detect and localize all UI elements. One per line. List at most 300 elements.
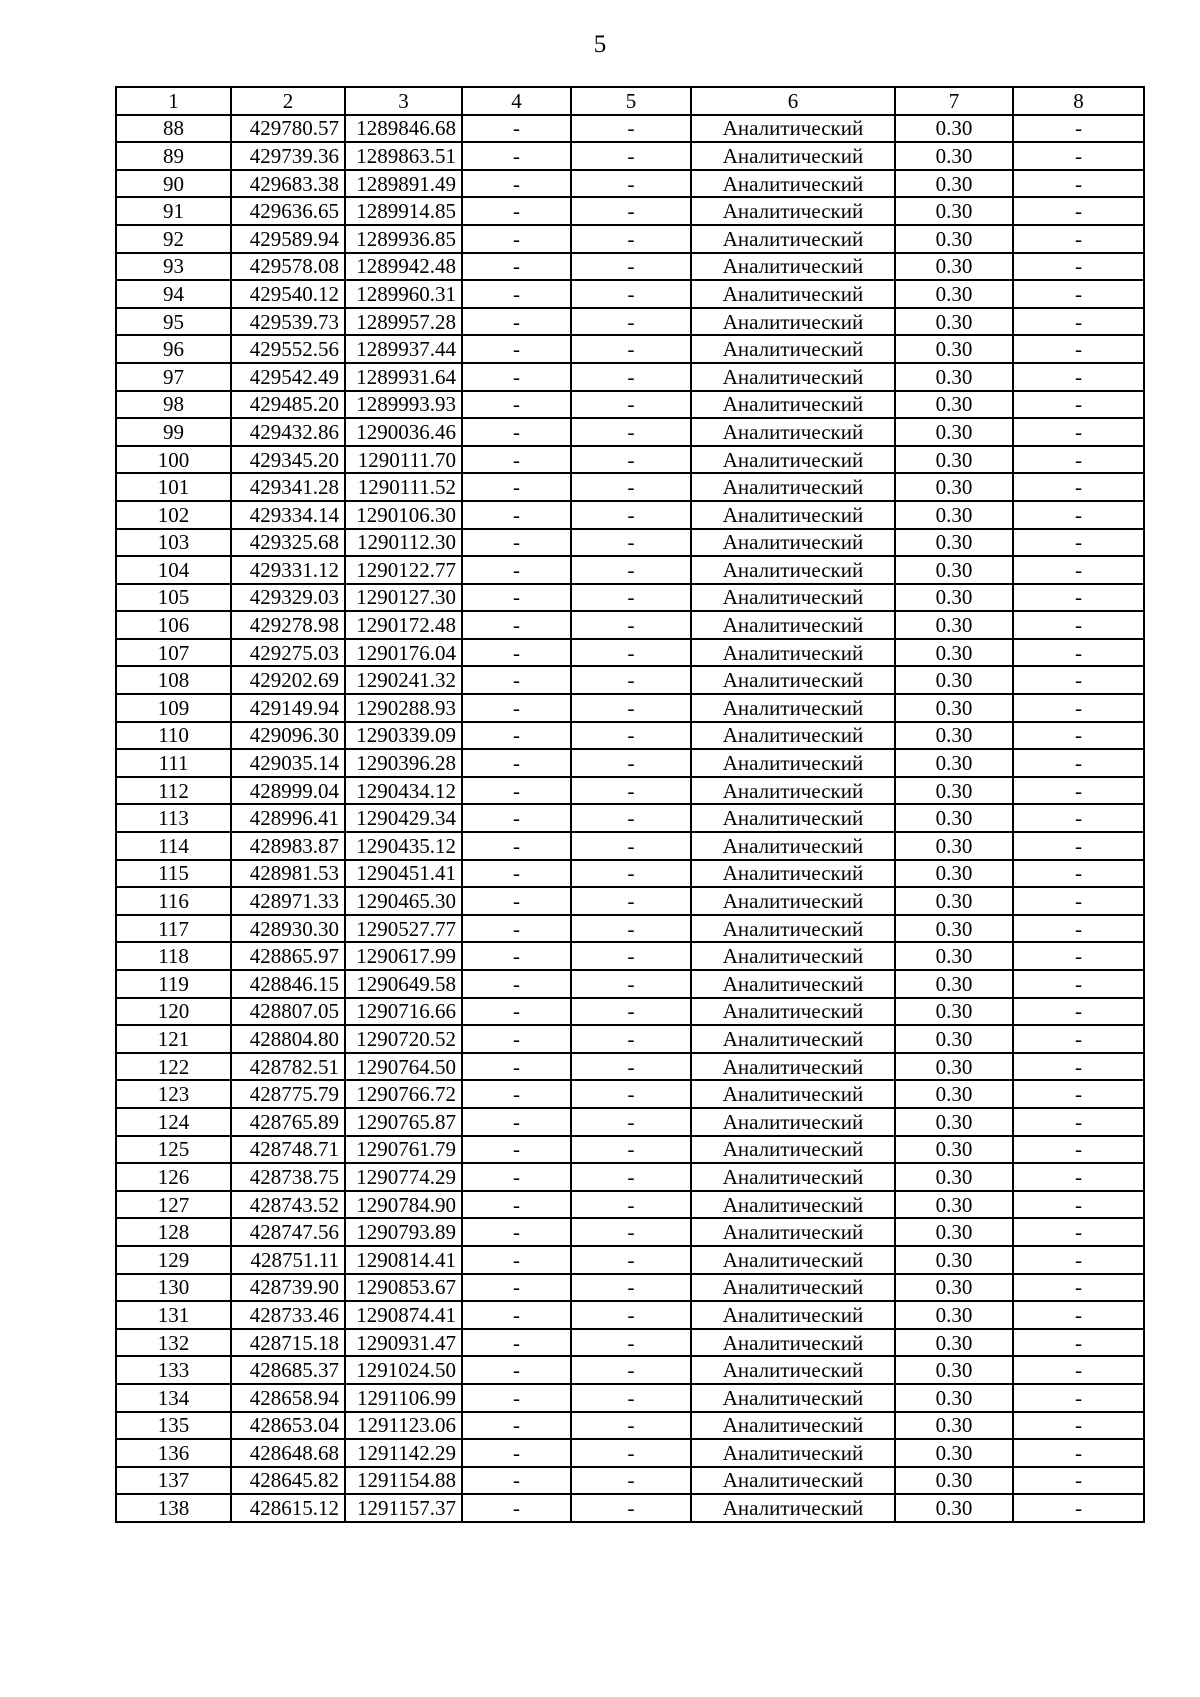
table-row bbox=[116, 391, 1144, 419]
x-coordinate-cell: 428981.53 bbox=[231, 860, 345, 888]
table-row bbox=[116, 308, 1144, 336]
col-4-cell: - bbox=[462, 970, 571, 998]
method-cell: Аналитический bbox=[691, 1163, 895, 1191]
method-cell: Аналитический bbox=[691, 1439, 895, 1467]
col-5-cell: - bbox=[571, 970, 691, 998]
accuracy-cell: 0.30 bbox=[895, 197, 1013, 225]
col-8-cell: - bbox=[1013, 860, 1144, 888]
col-5-cell: - bbox=[571, 115, 691, 143]
col-4-cell: - bbox=[462, 1301, 571, 1329]
table-row bbox=[116, 942, 1144, 970]
method-cell: Аналитический bbox=[691, 1356, 895, 1384]
method-cell: Аналитический bbox=[691, 777, 895, 805]
y-coordinate-cell: 1290111.70 bbox=[345, 446, 462, 474]
x-coordinate-cell: 428743.52 bbox=[231, 1191, 345, 1219]
col-4-cell: - bbox=[462, 804, 571, 832]
col-8-cell: - bbox=[1013, 335, 1144, 363]
x-coordinate-cell: 429683.38 bbox=[231, 170, 345, 198]
col-8-cell: - bbox=[1013, 1301, 1144, 1329]
col-8-cell: - bbox=[1013, 1494, 1144, 1522]
x-coordinate-cell: 429542.49 bbox=[231, 363, 345, 391]
point-number-cell: 136 bbox=[116, 1439, 231, 1467]
col-8-cell: - bbox=[1013, 418, 1144, 446]
col-8-cell: - bbox=[1013, 1025, 1144, 1053]
table-row bbox=[116, 694, 1144, 722]
table-row bbox=[116, 1080, 1144, 1108]
point-number-cell: 137 bbox=[116, 1467, 231, 1495]
x-coordinate-cell: 428685.37 bbox=[231, 1356, 345, 1384]
x-coordinate-cell: 429329.03 bbox=[231, 584, 345, 612]
method-cell: Аналитический bbox=[691, 1274, 895, 1302]
point-number-cell: 129 bbox=[116, 1246, 231, 1274]
col-4-cell: - bbox=[462, 584, 571, 612]
accuracy-cell: 0.30 bbox=[895, 280, 1013, 308]
accuracy-cell: 0.30 bbox=[895, 942, 1013, 970]
col-8-cell: - bbox=[1013, 1329, 1144, 1357]
col-4-cell: - bbox=[462, 1108, 571, 1136]
point-number-cell: 113 bbox=[116, 804, 231, 832]
method-cell: Аналитический bbox=[691, 722, 895, 750]
x-coordinate-cell: 429540.12 bbox=[231, 280, 345, 308]
point-number-cell: 135 bbox=[116, 1412, 231, 1440]
method-cell: Аналитический bbox=[691, 666, 895, 694]
y-coordinate-cell: 1290764.50 bbox=[345, 1053, 462, 1081]
accuracy-cell: 0.30 bbox=[895, 584, 1013, 612]
table-row bbox=[116, 170, 1144, 198]
point-number-cell: 99 bbox=[116, 418, 231, 446]
x-coordinate-cell: 428645.82 bbox=[231, 1467, 345, 1495]
col-8-cell: - bbox=[1013, 308, 1144, 336]
accuracy-cell: 0.30 bbox=[895, 446, 1013, 474]
table-row bbox=[116, 1356, 1144, 1384]
accuracy-cell: 0.30 bbox=[895, 998, 1013, 1026]
table-row bbox=[116, 280, 1144, 308]
table-row bbox=[116, 970, 1144, 998]
accuracy-cell: 0.30 bbox=[895, 225, 1013, 253]
col-5-cell: - bbox=[571, 1356, 691, 1384]
col-4-cell: - bbox=[462, 942, 571, 970]
x-coordinate-cell: 428765.89 bbox=[231, 1108, 345, 1136]
method-cell: Аналитический bbox=[691, 473, 895, 501]
accuracy-cell: 0.30 bbox=[895, 1191, 1013, 1219]
accuracy-cell: 0.30 bbox=[895, 501, 1013, 529]
col-8-cell: - bbox=[1013, 832, 1144, 860]
accuracy-cell: 0.30 bbox=[895, 418, 1013, 446]
point-number-cell: 102 bbox=[116, 501, 231, 529]
table-row bbox=[116, 363, 1144, 391]
x-coordinate-cell: 429149.94 bbox=[231, 694, 345, 722]
x-coordinate-cell: 429035.14 bbox=[231, 749, 345, 777]
column-header-8: 8 bbox=[1013, 87, 1144, 115]
table-row bbox=[116, 1053, 1144, 1081]
method-cell: Аналитический bbox=[691, 556, 895, 584]
col-8-cell: - bbox=[1013, 1246, 1144, 1274]
point-number-cell: 125 bbox=[116, 1136, 231, 1164]
x-coordinate-cell: 429552.56 bbox=[231, 335, 345, 363]
accuracy-cell: 0.30 bbox=[895, 115, 1013, 143]
col-5-cell: - bbox=[571, 1412, 691, 1440]
method-cell: Аналитический bbox=[691, 942, 895, 970]
y-coordinate-cell: 1290434.12 bbox=[345, 777, 462, 805]
x-coordinate-cell: 428658.94 bbox=[231, 1384, 345, 1412]
accuracy-cell: 0.30 bbox=[895, 142, 1013, 170]
point-number-cell: 111 bbox=[116, 749, 231, 777]
col-5-cell: - bbox=[571, 1163, 691, 1191]
point-number-cell: 107 bbox=[116, 639, 231, 667]
col-8-cell: - bbox=[1013, 1053, 1144, 1081]
col-8-cell: - bbox=[1013, 887, 1144, 915]
col-4-cell: - bbox=[462, 832, 571, 860]
col-4-cell: - bbox=[462, 611, 571, 639]
method-cell: Аналитический bbox=[691, 1412, 895, 1440]
x-coordinate-cell: 428733.46 bbox=[231, 1301, 345, 1329]
method-cell: Аналитический bbox=[691, 611, 895, 639]
y-coordinate-cell: 1289942.48 bbox=[345, 253, 462, 281]
point-number-cell: 96 bbox=[116, 335, 231, 363]
y-coordinate-cell: 1290172.48 bbox=[345, 611, 462, 639]
col-4-cell: - bbox=[462, 308, 571, 336]
col-4-cell: - bbox=[462, 1329, 571, 1357]
col-8-cell: - bbox=[1013, 1384, 1144, 1412]
accuracy-cell: 0.30 bbox=[895, 1136, 1013, 1164]
table-row bbox=[116, 777, 1144, 805]
method-cell: Аналитический bbox=[691, 529, 895, 557]
col-5-cell: - bbox=[571, 253, 691, 281]
col-4-cell: - bbox=[462, 363, 571, 391]
col-5-cell: - bbox=[571, 1218, 691, 1246]
point-number-cell: 108 bbox=[116, 666, 231, 694]
point-number-cell: 127 bbox=[116, 1191, 231, 1219]
col-4-cell: - bbox=[462, 1412, 571, 1440]
col-8-cell: - bbox=[1013, 1163, 1144, 1191]
point-number-cell: 104 bbox=[116, 556, 231, 584]
point-number-cell: 110 bbox=[116, 722, 231, 750]
table-row bbox=[116, 639, 1144, 667]
x-coordinate-cell: 428748.71 bbox=[231, 1136, 345, 1164]
y-coordinate-cell: 1290527.77 bbox=[345, 915, 462, 943]
column-header-4: 4 bbox=[462, 87, 571, 115]
table-row bbox=[116, 1163, 1144, 1191]
y-coordinate-cell: 1290793.89 bbox=[345, 1218, 462, 1246]
y-coordinate-cell: 1290766.72 bbox=[345, 1080, 462, 1108]
point-number-cell: 124 bbox=[116, 1108, 231, 1136]
point-number-cell: 95 bbox=[116, 308, 231, 336]
table-row bbox=[116, 1412, 1144, 1440]
accuracy-cell: 0.30 bbox=[895, 722, 1013, 750]
table-row bbox=[116, 749, 1144, 777]
table-row bbox=[116, 142, 1144, 170]
table-row bbox=[116, 666, 1144, 694]
accuracy-cell: 0.30 bbox=[895, 804, 1013, 832]
y-coordinate-cell: 1290176.04 bbox=[345, 639, 462, 667]
col-4-cell: - bbox=[462, 1163, 571, 1191]
col-8-cell: - bbox=[1013, 1439, 1144, 1467]
table-header-row bbox=[116, 87, 1144, 115]
x-coordinate-cell: 429539.73 bbox=[231, 308, 345, 336]
y-coordinate-cell: 1290036.46 bbox=[345, 418, 462, 446]
method-cell: Аналитический bbox=[691, 501, 895, 529]
x-coordinate-cell: 428738.75 bbox=[231, 1163, 345, 1191]
y-coordinate-cell: 1290765.87 bbox=[345, 1108, 462, 1136]
table-row bbox=[116, 197, 1144, 225]
point-number-cell: 93 bbox=[116, 253, 231, 281]
accuracy-cell: 0.30 bbox=[895, 694, 1013, 722]
y-coordinate-cell: 1289846.68 bbox=[345, 115, 462, 143]
method-cell: Аналитический bbox=[691, 915, 895, 943]
y-coordinate-cell: 1289891.49 bbox=[345, 170, 462, 198]
col-8-cell: - bbox=[1013, 1080, 1144, 1108]
col-5-cell: - bbox=[571, 446, 691, 474]
method-cell: Аналитический bbox=[691, 584, 895, 612]
accuracy-cell: 0.30 bbox=[895, 887, 1013, 915]
point-number-cell: 133 bbox=[116, 1356, 231, 1384]
point-number-cell: 106 bbox=[116, 611, 231, 639]
method-cell: Аналитический bbox=[691, 280, 895, 308]
method-cell: Аналитический bbox=[691, 1384, 895, 1412]
y-coordinate-cell: 1290874.41 bbox=[345, 1301, 462, 1329]
accuracy-cell: 0.30 bbox=[895, 1384, 1013, 1412]
point-number-cell: 123 bbox=[116, 1080, 231, 1108]
col-4-cell: - bbox=[462, 529, 571, 557]
col-4-cell: - bbox=[462, 1494, 571, 1522]
col-4-cell: - bbox=[462, 1136, 571, 1164]
table-body bbox=[116, 115, 1144, 1522]
col-5-cell: - bbox=[571, 1301, 691, 1329]
table-row bbox=[116, 1494, 1144, 1522]
x-coordinate-cell: 429096.30 bbox=[231, 722, 345, 750]
col-4-cell: - bbox=[462, 1356, 571, 1384]
method-cell: Аналитический bbox=[691, 749, 895, 777]
col-8-cell: - bbox=[1013, 115, 1144, 143]
x-coordinate-cell: 429780.57 bbox=[231, 115, 345, 143]
x-coordinate-cell: 428996.41 bbox=[231, 804, 345, 832]
accuracy-cell: 0.30 bbox=[895, 915, 1013, 943]
col-4-cell: - bbox=[462, 1080, 571, 1108]
accuracy-cell: 0.30 bbox=[895, 639, 1013, 667]
col-4-cell: - bbox=[462, 998, 571, 1026]
col-8-cell: - bbox=[1013, 777, 1144, 805]
x-coordinate-cell: 429278.98 bbox=[231, 611, 345, 639]
accuracy-cell: 0.30 bbox=[895, 611, 1013, 639]
y-coordinate-cell: 1291157.37 bbox=[345, 1494, 462, 1522]
method-cell: Аналитический bbox=[691, 860, 895, 888]
table-row bbox=[116, 225, 1144, 253]
y-coordinate-cell: 1290396.28 bbox=[345, 749, 462, 777]
col-4-cell: - bbox=[462, 335, 571, 363]
table-row bbox=[116, 446, 1144, 474]
col-5-cell: - bbox=[571, 1384, 691, 1412]
method-cell: Аналитический bbox=[691, 1053, 895, 1081]
method-cell: Аналитический bbox=[691, 170, 895, 198]
col-4-cell: - bbox=[462, 170, 571, 198]
x-coordinate-cell: 429334.14 bbox=[231, 501, 345, 529]
point-number-cell: 92 bbox=[116, 225, 231, 253]
table-row bbox=[116, 1301, 1144, 1329]
y-coordinate-cell: 1290853.67 bbox=[345, 1274, 462, 1302]
col-5-cell: - bbox=[571, 887, 691, 915]
method-cell: Аналитический bbox=[691, 363, 895, 391]
table-row bbox=[116, 1329, 1144, 1357]
y-coordinate-cell: 1291142.29 bbox=[345, 1439, 462, 1467]
point-number-cell: 131 bbox=[116, 1301, 231, 1329]
table-row bbox=[116, 556, 1144, 584]
col-5-cell: - bbox=[571, 418, 691, 446]
x-coordinate-cell: 429636.65 bbox=[231, 197, 345, 225]
y-coordinate-cell: 1291106.99 bbox=[345, 1384, 462, 1412]
accuracy-cell: 0.30 bbox=[895, 473, 1013, 501]
point-number-cell: 88 bbox=[116, 115, 231, 143]
x-coordinate-cell: 428648.68 bbox=[231, 1439, 345, 1467]
col-5-cell: - bbox=[571, 1467, 691, 1495]
y-coordinate-cell: 1289863.51 bbox=[345, 142, 462, 170]
table-row bbox=[116, 611, 1144, 639]
col-8-cell: - bbox=[1013, 1108, 1144, 1136]
y-coordinate-cell: 1290465.30 bbox=[345, 887, 462, 915]
point-number-cell: 114 bbox=[116, 832, 231, 860]
col-4-cell: - bbox=[462, 253, 571, 281]
point-number-cell: 109 bbox=[116, 694, 231, 722]
y-coordinate-cell: 1290241.32 bbox=[345, 666, 462, 694]
accuracy-cell: 0.30 bbox=[895, 777, 1013, 805]
col-5-cell: - bbox=[571, 1080, 691, 1108]
col-5-cell: - bbox=[571, 142, 691, 170]
y-coordinate-cell: 1290720.52 bbox=[345, 1025, 462, 1053]
y-coordinate-cell: 1290288.93 bbox=[345, 694, 462, 722]
accuracy-cell: 0.30 bbox=[895, 1356, 1013, 1384]
col-8-cell: - bbox=[1013, 694, 1144, 722]
method-cell: Аналитический bbox=[691, 1218, 895, 1246]
col-5-cell: - bbox=[571, 1439, 691, 1467]
col-4-cell: - bbox=[462, 1274, 571, 1302]
accuracy-cell: 0.30 bbox=[895, 556, 1013, 584]
y-coordinate-cell: 1289960.31 bbox=[345, 280, 462, 308]
col-4-cell: - bbox=[462, 1467, 571, 1495]
y-coordinate-cell: 1290774.29 bbox=[345, 1163, 462, 1191]
accuracy-cell: 0.30 bbox=[895, 832, 1013, 860]
method-cell: Аналитический bbox=[691, 197, 895, 225]
col-5-cell: - bbox=[571, 584, 691, 612]
x-coordinate-cell: 428775.79 bbox=[231, 1080, 345, 1108]
accuracy-cell: 0.30 bbox=[895, 363, 1013, 391]
col-5-cell: - bbox=[571, 777, 691, 805]
y-coordinate-cell: 1291123.06 bbox=[345, 1412, 462, 1440]
col-8-cell: - bbox=[1013, 749, 1144, 777]
y-coordinate-cell: 1289993.93 bbox=[345, 391, 462, 419]
table-row bbox=[116, 501, 1144, 529]
col-5-cell: - bbox=[571, 666, 691, 694]
point-number-cell: 118 bbox=[116, 942, 231, 970]
col-5-cell: - bbox=[571, 280, 691, 308]
table-row bbox=[116, 1025, 1144, 1053]
col-4-cell: - bbox=[462, 1246, 571, 1274]
point-number-cell: 130 bbox=[116, 1274, 231, 1302]
col-4-cell: - bbox=[462, 777, 571, 805]
x-coordinate-cell: 428983.87 bbox=[231, 832, 345, 860]
y-coordinate-cell: 1291154.88 bbox=[345, 1467, 462, 1495]
table-row bbox=[116, 1191, 1144, 1219]
column-header-6: 6 bbox=[691, 87, 895, 115]
col-5-cell: - bbox=[571, 225, 691, 253]
accuracy-cell: 0.30 bbox=[895, 1108, 1013, 1136]
x-coordinate-cell: 429202.69 bbox=[231, 666, 345, 694]
col-4-cell: - bbox=[462, 391, 571, 419]
y-coordinate-cell: 1290111.52 bbox=[345, 473, 462, 501]
col-5-cell: - bbox=[571, 1246, 691, 1274]
col-5-cell: - bbox=[571, 391, 691, 419]
table-row bbox=[116, 253, 1144, 281]
method-cell: Аналитический bbox=[691, 225, 895, 253]
point-number-cell: 120 bbox=[116, 998, 231, 1026]
table-row bbox=[116, 1467, 1144, 1495]
point-number-cell: 89 bbox=[116, 142, 231, 170]
x-coordinate-cell: 428807.05 bbox=[231, 998, 345, 1026]
x-coordinate-cell: 429325.68 bbox=[231, 529, 345, 557]
point-number-cell: 105 bbox=[116, 584, 231, 612]
accuracy-cell: 0.30 bbox=[895, 1494, 1013, 1522]
col-5-cell: - bbox=[571, 308, 691, 336]
col-8-cell: - bbox=[1013, 666, 1144, 694]
table-row bbox=[116, 832, 1144, 860]
point-number-cell: 128 bbox=[116, 1218, 231, 1246]
col-8-cell: - bbox=[1013, 804, 1144, 832]
table-header bbox=[116, 87, 1144, 115]
accuracy-cell: 0.30 bbox=[895, 1439, 1013, 1467]
x-coordinate-cell: 428747.56 bbox=[231, 1218, 345, 1246]
col-4-cell: - bbox=[462, 1439, 571, 1467]
y-coordinate-cell: 1290339.09 bbox=[345, 722, 462, 750]
col-5-cell: - bbox=[571, 860, 691, 888]
x-coordinate-cell: 428739.90 bbox=[231, 1274, 345, 1302]
method-cell: Аналитический bbox=[691, 1329, 895, 1357]
col-5-cell: - bbox=[571, 473, 691, 501]
col-8-cell: - bbox=[1013, 998, 1144, 1026]
accuracy-cell: 0.30 bbox=[895, 1274, 1013, 1302]
accuracy-cell: 0.30 bbox=[895, 170, 1013, 198]
table-row bbox=[116, 115, 1144, 143]
accuracy-cell: 0.30 bbox=[895, 391, 1013, 419]
col-4-cell: - bbox=[462, 197, 571, 225]
col-8-cell: - bbox=[1013, 253, 1144, 281]
method-cell: Аналитический bbox=[691, 1080, 895, 1108]
col-4-cell: - bbox=[462, 749, 571, 777]
col-4-cell: - bbox=[462, 694, 571, 722]
accuracy-cell: 0.30 bbox=[895, 749, 1013, 777]
method-cell: Аналитический bbox=[691, 832, 895, 860]
col-5-cell: - bbox=[571, 749, 691, 777]
col-4-cell: - bbox=[462, 915, 571, 943]
point-number-cell: 121 bbox=[116, 1025, 231, 1053]
point-number-cell: 138 bbox=[116, 1494, 231, 1522]
page-number: 5 bbox=[593, 31, 607, 58]
column-header-2: 2 bbox=[231, 87, 345, 115]
y-coordinate-cell: 1290617.99 bbox=[345, 942, 462, 970]
col-8-cell: - bbox=[1013, 473, 1144, 501]
point-number-cell: 103 bbox=[116, 529, 231, 557]
accuracy-cell: 0.30 bbox=[895, 1025, 1013, 1053]
col-5-cell: - bbox=[571, 556, 691, 584]
table-row bbox=[116, 915, 1144, 943]
col-5-cell: - bbox=[571, 998, 691, 1026]
point-number-cell: 112 bbox=[116, 777, 231, 805]
column-header-3: 3 bbox=[345, 87, 462, 115]
table-row bbox=[116, 418, 1144, 446]
accuracy-cell: 0.30 bbox=[895, 1163, 1013, 1191]
accuracy-cell: 0.30 bbox=[895, 860, 1013, 888]
table-row bbox=[116, 860, 1144, 888]
y-coordinate-cell: 1290451.41 bbox=[345, 860, 462, 888]
y-coordinate-cell: 1289937.44 bbox=[345, 335, 462, 363]
col-8-cell: - bbox=[1013, 942, 1144, 970]
